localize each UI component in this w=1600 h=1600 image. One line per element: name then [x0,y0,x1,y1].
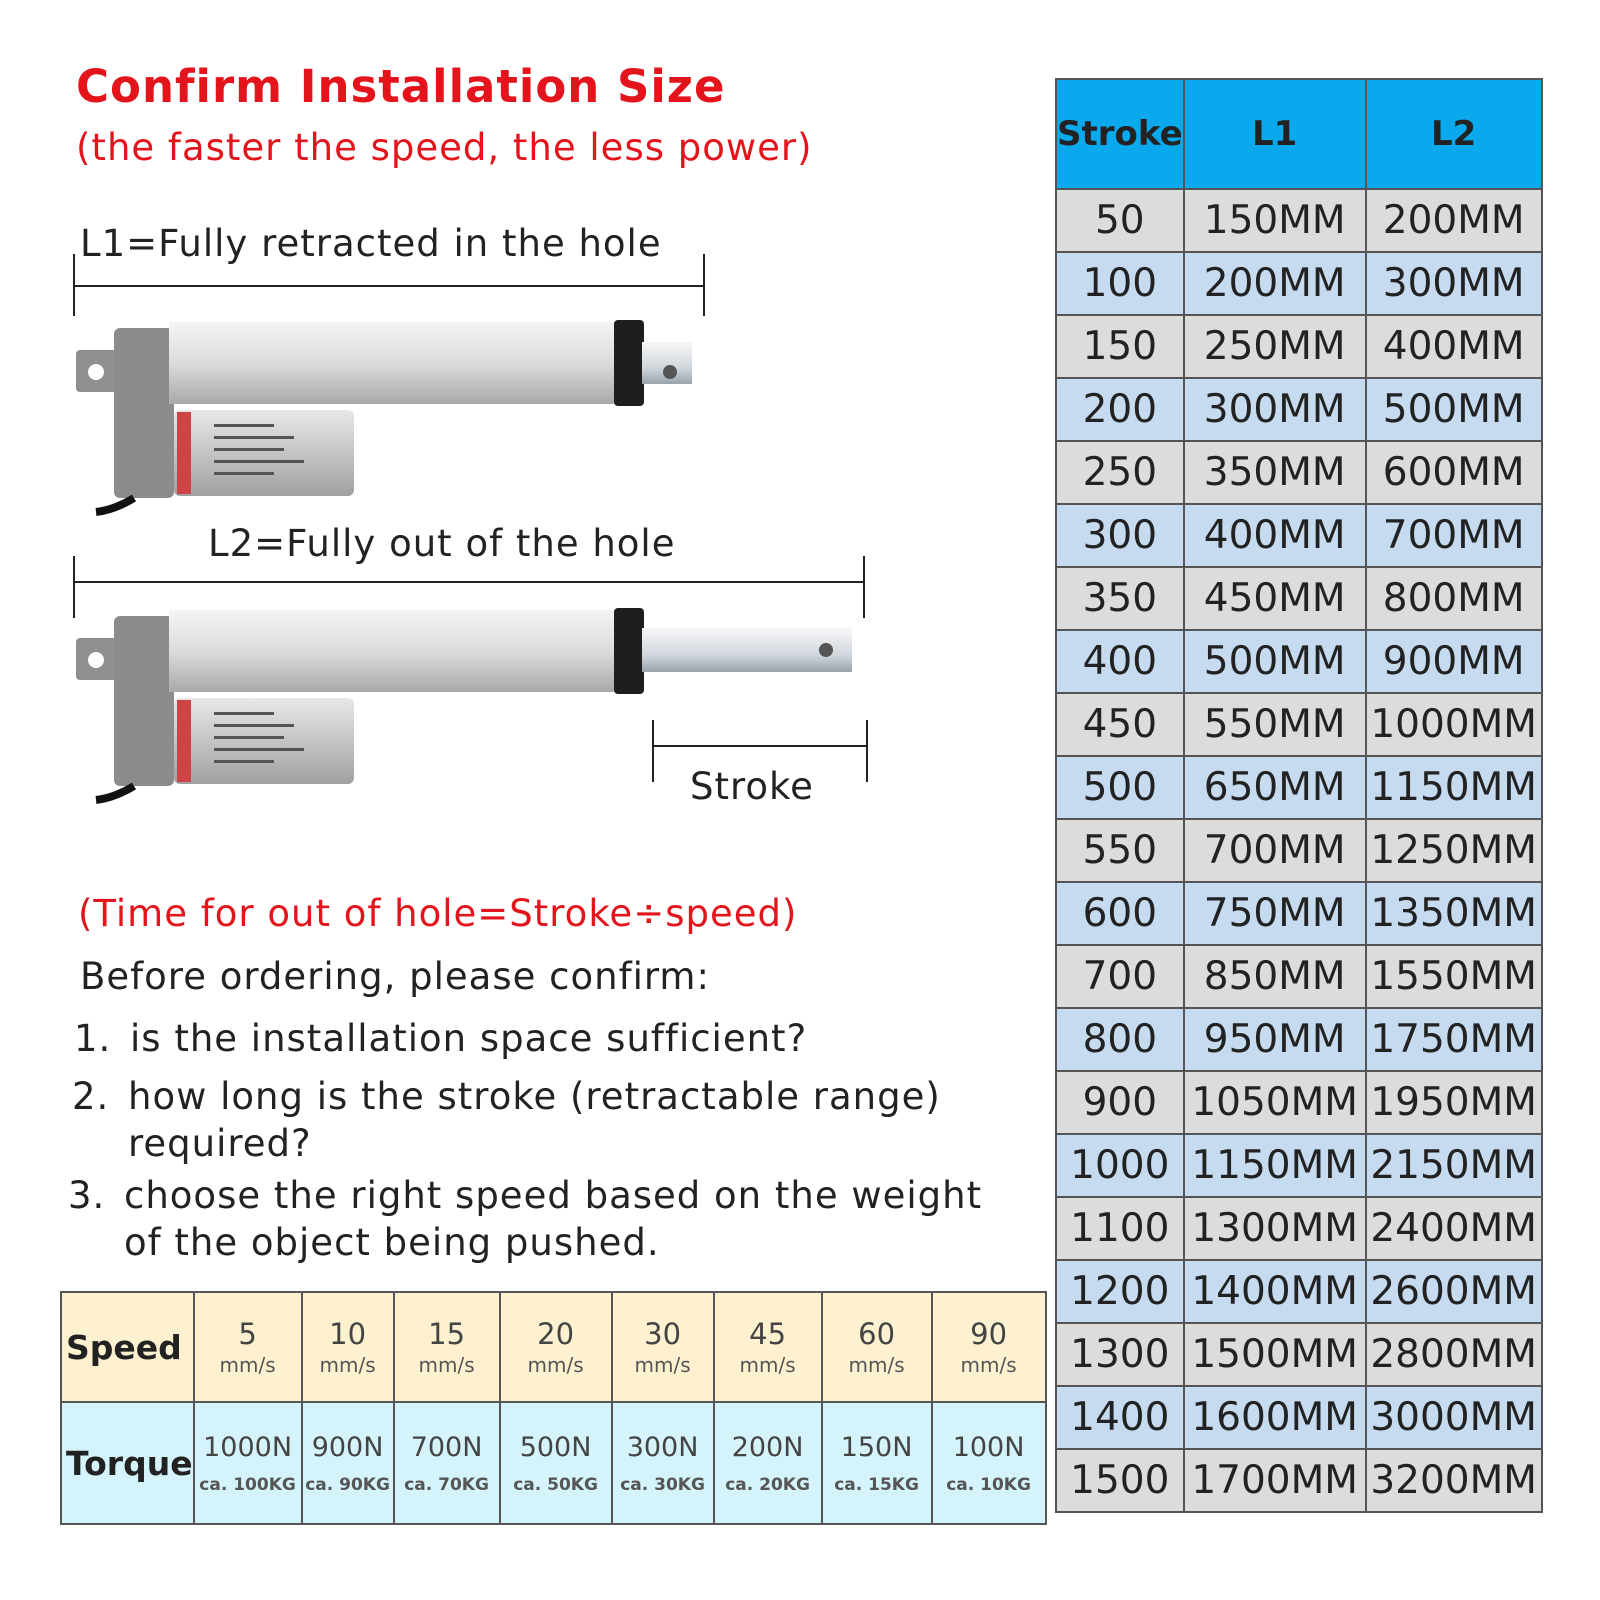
l2-cell: 1150MM [1366,756,1542,819]
l1-cell: 1400MM [1184,1260,1366,1323]
l2-cell: 2600MM [1366,1260,1542,1323]
stroke-cell: 500 [1056,756,1184,819]
l1-cell: 850MM [1184,945,1366,1008]
column-header-l2: L2 [1366,79,1542,189]
table-row [1056,630,1542,693]
stroke-cell: 900 [1056,1071,1184,1134]
l2-cell: 2150MM [1366,1134,1542,1197]
speed-torque-table [60,1291,1047,1525]
force-value: 100N [952,1431,1025,1463]
stroke-cell: 1100 [1056,1197,1184,1260]
l2-cell: 2400MM [1366,1197,1542,1260]
l1-cell: 550MM [1184,693,1366,756]
l1-dimension-label: L1=Fully retracted in the hole [80,222,662,265]
stroke-cell: 550 [1056,819,1184,882]
l2-cell: 300MM [1366,252,1542,315]
l2-cell: 1000MM [1366,693,1542,756]
l2-cell: 700MM [1366,504,1542,567]
l1-cell: 1500MM [1184,1323,1366,1386]
table-row [1056,1386,1542,1449]
torque-row-label: Torque [61,1402,194,1524]
l1-cell: 650MM [1184,756,1366,819]
torque-cell [194,1402,302,1524]
table-row [1056,1134,1542,1197]
l1-dimension-line [70,250,710,320]
ordering-intro: Before ordering, please confirm: [80,955,710,998]
speed-unit: mm/s [848,1353,905,1377]
l2-cell: 600MM [1366,441,1542,504]
table-row [1056,1197,1542,1260]
l1-cell: 1300MM [1184,1197,1366,1260]
table-row [1056,1323,1542,1386]
force-value: 1000N [203,1431,293,1463]
stroke-cell: 300 [1056,504,1184,567]
checklist-text: how long is the stroke (retractable range) required? [128,1075,941,1165]
speed-row-label: Speed [61,1292,194,1402]
load-value: ca. 70KG [404,1474,489,1495]
speed-row [61,1292,1046,1402]
l2-cell: 1550MM [1366,945,1542,1008]
l2-cell: 500MM [1366,378,1542,441]
l2-cell: 1350MM [1366,882,1542,945]
force-value: 500N [519,1431,592,1463]
table-row [1056,567,1542,630]
table-row [1056,819,1542,882]
stroke-cell: 700 [1056,945,1184,1008]
speed-cell [302,1292,394,1402]
force-value: 200N [731,1431,804,1463]
force-value: 300N [626,1431,699,1463]
stroke-cell: 350 [1056,567,1184,630]
l2-cell: 200MM [1366,189,1542,252]
l2-cell: 3000MM [1366,1386,1542,1449]
l1-cell: 150MM [1184,189,1366,252]
checklist-text: is the installation space sufficient? [130,1017,808,1060]
speed-value: 30 [644,1317,682,1351]
l2-cell: 1950MM [1366,1071,1542,1134]
load-value: ca. 20KG [725,1474,810,1495]
checklist-item [72,1073,1012,1167]
table-row [1056,441,1542,504]
force-value: 150N [840,1431,913,1463]
stroke-cell: 450 [1056,693,1184,756]
l2-dimension-label: L2=Fully out of the hole [208,522,676,565]
l2-cell: 3200MM [1366,1449,1542,1512]
speed-value: 60 [858,1317,896,1351]
load-value: ca. 100KG [199,1474,296,1495]
force-value: 700N [410,1431,483,1463]
column-header-stroke: Stroke [1056,79,1184,189]
l1-cell: 400MM [1184,504,1366,567]
l1-cell: 1600MM [1184,1386,1366,1449]
l1-cell: 950MM [1184,1008,1366,1071]
speed-unit: mm/s [319,1353,376,1377]
table-row [1056,1008,1542,1071]
load-value: ca. 15KG [834,1474,919,1495]
speed-value: 15 [428,1317,466,1351]
time-formula: (Time for out of hole=Stroke÷speed) [78,892,798,935]
force-value: 900N [311,1431,384,1463]
speed-value: 90 [970,1317,1008,1351]
l2-cell: 1750MM [1366,1008,1542,1071]
table-header-row [1056,79,1542,189]
speed-value: 45 [749,1317,787,1351]
stroke-cell: 600 [1056,882,1184,945]
l1-cell: 450MM [1184,567,1366,630]
page-title: Confirm Installation Size [76,60,726,113]
stroke-cell: 1400 [1056,1386,1184,1449]
actuator-retracted-image [74,320,714,530]
checklist-number: 1. [74,1017,112,1060]
table-row [1056,1260,1542,1323]
stroke-cell: 50 [1056,189,1184,252]
l2-cell: 2800MM [1366,1323,1542,1386]
l1-cell: 1150MM [1184,1134,1366,1197]
speed-unit: mm/s [960,1353,1017,1377]
stroke-cell: 1300 [1056,1323,1184,1386]
l1-cell: 300MM [1184,378,1366,441]
speed-cell [500,1292,612,1402]
checklist-item [74,1015,994,1062]
l2-cell: 1250MM [1366,819,1542,882]
speed-cell [194,1292,302,1402]
stroke-cell: 100 [1056,252,1184,315]
table-row [1056,315,1542,378]
l2-cell: 800MM [1366,567,1542,630]
table-row [1056,504,1542,567]
torque-cell [822,1402,932,1524]
table-row [1056,1071,1542,1134]
table-row [1056,1449,1542,1512]
l1-cell: 250MM [1184,315,1366,378]
torque-cell [714,1402,822,1524]
stroke-cell: 1500 [1056,1449,1184,1512]
torque-cell [394,1402,500,1524]
speed-cell [932,1292,1046,1402]
speed-value: 20 [537,1317,575,1351]
stroke-cell: 200 [1056,378,1184,441]
l1-cell: 750MM [1184,882,1366,945]
load-value: ca. 50KG [513,1474,598,1495]
torque-cell [612,1402,714,1524]
page-subtitle: (the faster the speed, the less power) [76,126,813,169]
table-row [1056,189,1542,252]
stroke-cell: 800 [1056,1008,1184,1071]
checklist-number: 2. [72,1075,110,1118]
stroke-cell: 1000 [1056,1134,1184,1197]
table-row [1056,945,1542,1008]
table-row [1056,378,1542,441]
stroke-cell: 150 [1056,315,1184,378]
table-row [1056,693,1542,756]
speed-cell [394,1292,500,1402]
speed-value: 10 [329,1317,367,1351]
speed-cell [612,1292,714,1402]
l2-cell: 900MM [1366,630,1542,693]
column-header-l1: L1 [1184,79,1366,189]
checklist-item [68,1172,1028,1266]
checklist-number: 3. [68,1174,106,1217]
l1-cell: 500MM [1184,630,1366,693]
load-value: ca. 90KG [305,1474,390,1495]
torque-cell [500,1402,612,1524]
speed-value: 5 [238,1317,257,1351]
load-value: ca. 10KG [946,1474,1031,1495]
speed-unit: mm/s [527,1353,584,1377]
l1-cell: 700MM [1184,819,1366,882]
stroke-size-table [1055,78,1543,1513]
checklist-text: choose the right speed based on the weight of the object being pushed. [124,1174,983,1264]
l1-cell: 350MM [1184,441,1366,504]
speed-cell [822,1292,932,1402]
speed-cell [714,1292,822,1402]
stroke-cell: 400 [1056,630,1184,693]
stroke-dimension-label: Stroke [690,765,814,808]
torque-cell [932,1402,1046,1524]
stroke-cell: 250 [1056,441,1184,504]
stroke-cell: 1200 [1056,1260,1184,1323]
table-row [1056,882,1542,945]
torque-cell [302,1402,394,1524]
table-row [1056,252,1542,315]
load-value: ca. 30KG [620,1474,705,1495]
torque-row [61,1402,1046,1524]
l2-cell: 400MM [1366,315,1542,378]
l1-cell: 1700MM [1184,1449,1366,1512]
table-row [1056,756,1542,819]
speed-unit: mm/s [739,1353,796,1377]
speed-unit: mm/s [418,1353,475,1377]
l1-cell: 200MM [1184,252,1366,315]
l1-cell: 1050MM [1184,1071,1366,1134]
speed-unit: mm/s [219,1353,276,1377]
speed-unit: mm/s [634,1353,691,1377]
